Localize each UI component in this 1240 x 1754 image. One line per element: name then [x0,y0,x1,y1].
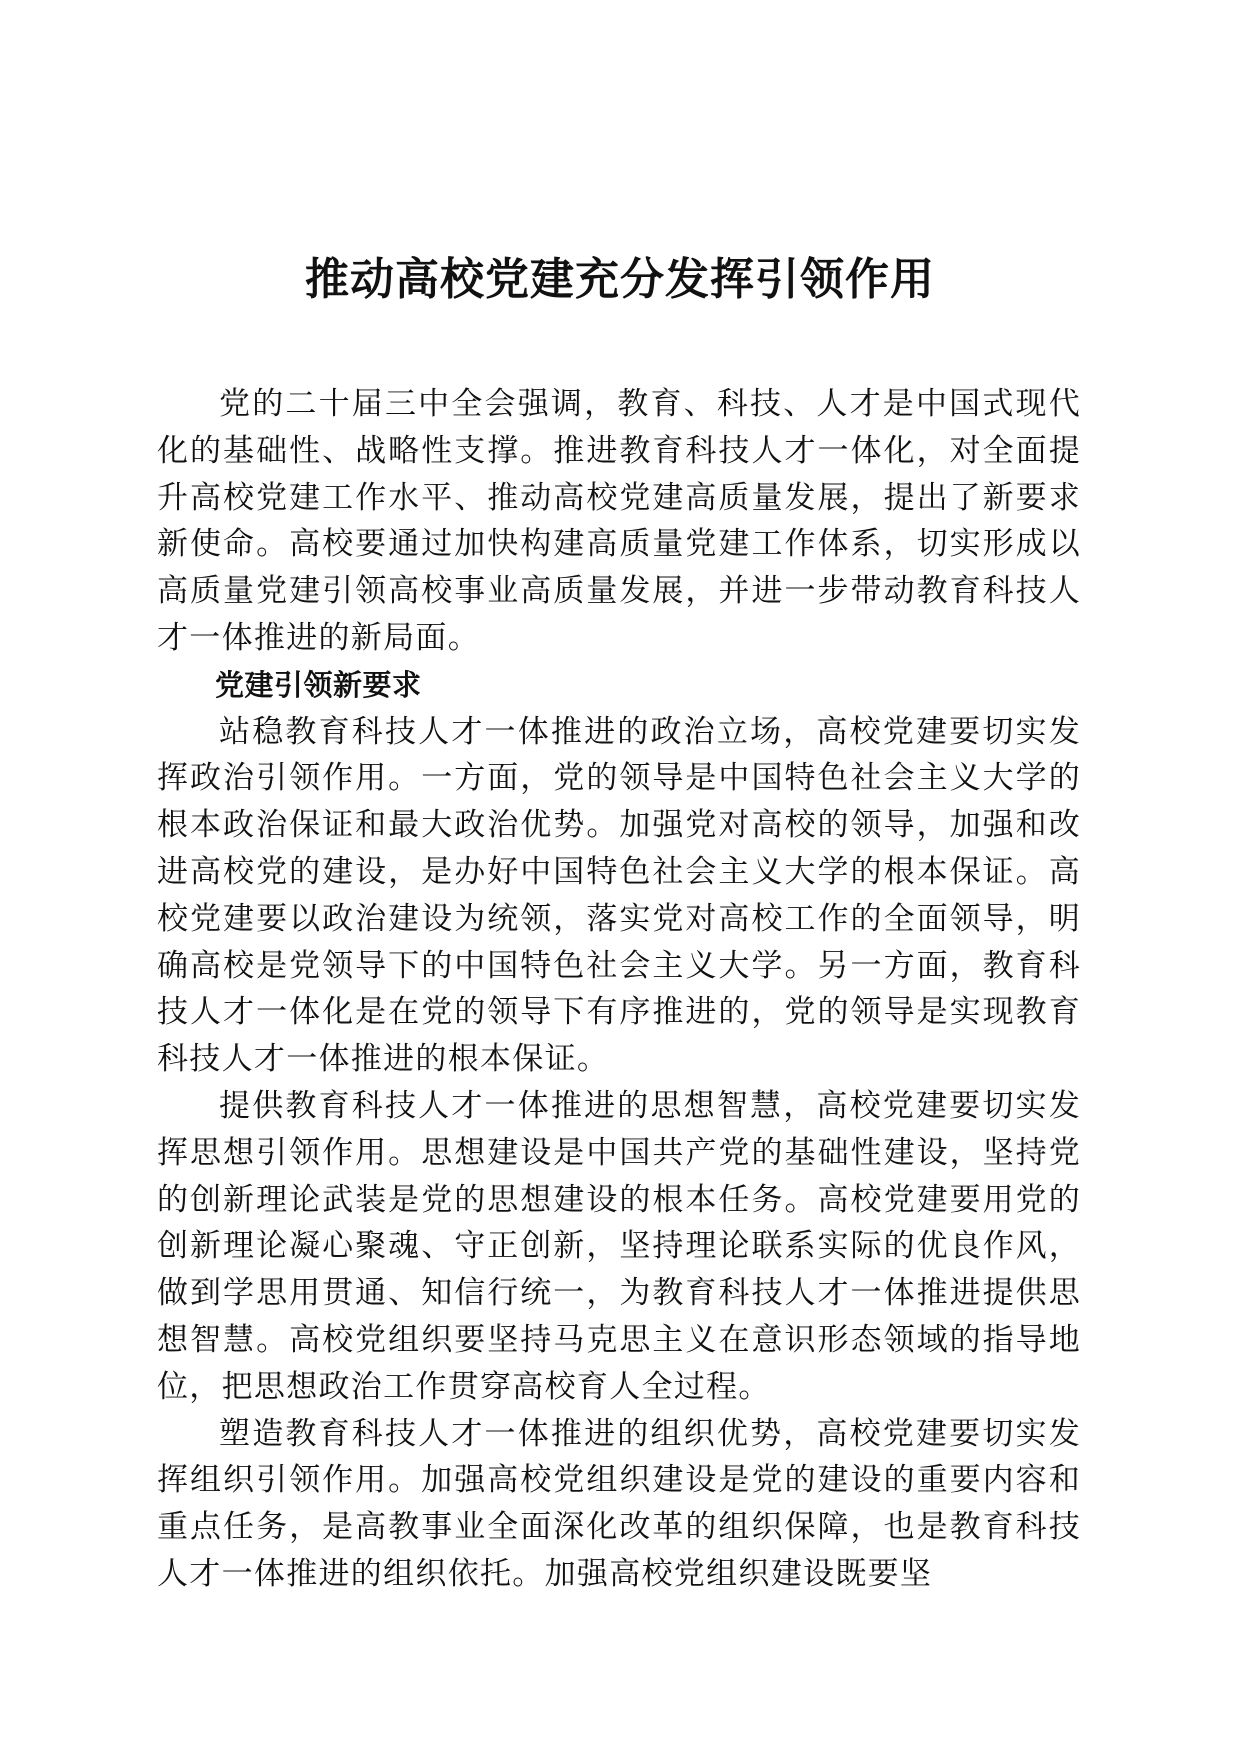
section-heading: 党建引领新要求 [215,667,422,702]
paragraph-organizational: 塑造教育科技人才一体推进的组织优势，高校党建要切实发挥组织引领作用。加强高校党组织建设是党的建设的重要内容和重点任务，是高教事业全面深化改革的组织保障，也是教育科技人才一体推进的组织依托。加强高校党组织建设既要坚 [157,1415,1081,1592]
paragraph-intro: 党的二十届三中全会强调，教育、科技、人才是中国式现代化的基础性、战略性支撑。推进教育科技人才一体化，对全面提升高校党建工作水平、推动高校党建高质量发展，提出了新要求新使命。高校要通过加快构建高质量党建工作体系，切实形成以高质量党建引领高校事业高质量发展，并进一步带动教育科技人才一体推进的新局面。 [157,386,1081,656]
paragraph-political: 站稳教育科技人才一体推进的政治立场，高校党建要切实发挥政治引领作用。一方面，党的领导是中国特色社会主义大学的根本政治保证和最大政治优势。加强党对高校的领导，加强和改进高校党的建设，是办好中国特色社会主义大学的根本保证。高校党建要以政治建设为统领，落实党对高校工作的全面领导，明确高校是党领导下的中国特色社会主义大学。另一方面，教育科技人才一体化是在党的领导下有序推进的，党的领导是实现教育科技人才一体推进的根本保证。 [157,713,1081,1078]
paragraph-ideological: 提供教育科技人才一体推进的思想智慧，高校党建要切实发挥思想引领作用。思想建设是中国共产党的基础性建设，坚持党的创新理论武装是党的思想建设的根本任务。高校党建要用党的创新理论凝心聚魂、守正创新，坚持理论联系实际的优良作风，做到学思用贯通、知信行统一，为教育科技人才一体推进提供思想智慧。高校党组织要坚持马克思主义在意识形态领域的指导地位，把思想政治工作贯穿高校育人全过程。 [157,1087,1081,1405]
document-body [157,381,1081,1598]
document-title: 推动高校党建充分发挥引领作用 [305,254,935,305]
